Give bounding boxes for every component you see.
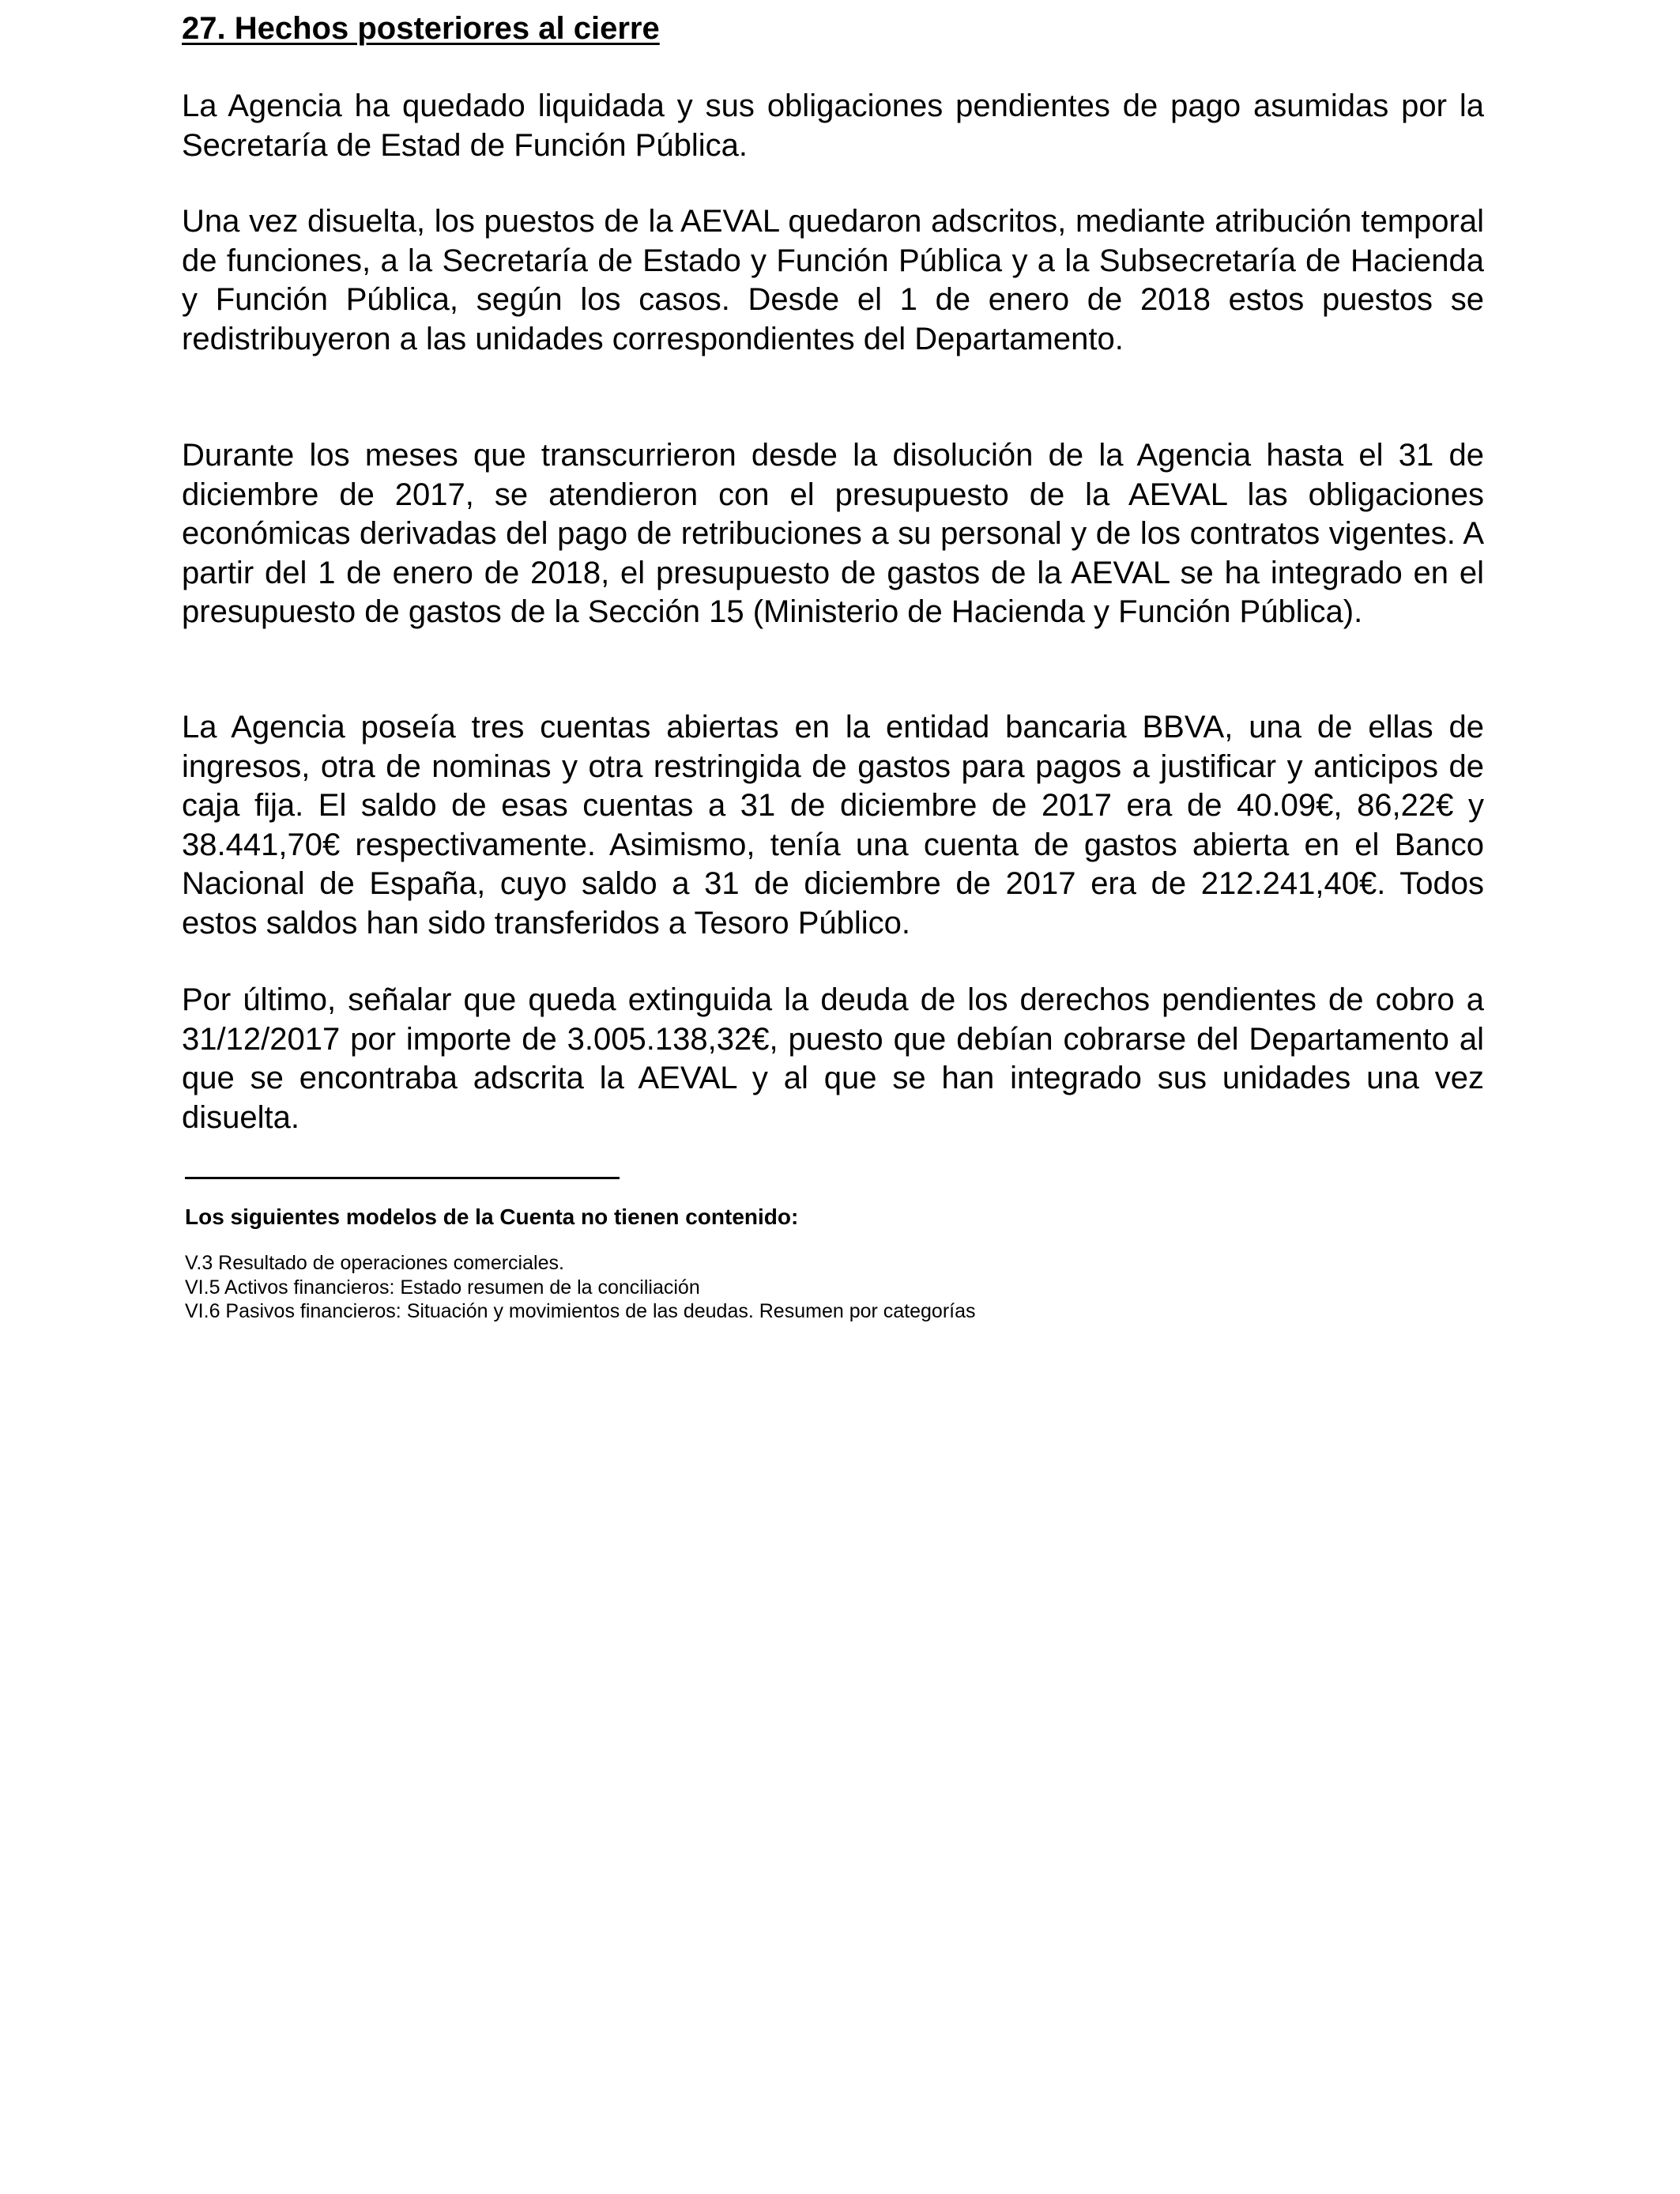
paragraph-liquidation: La Agencia ha quedado liquidada y sus obligaciones pendientes de pago asumidas por la Secretaría de Estad de Función Pública. <box>182 89 1484 163</box>
section-heading: 27. Hechos posteriores al cierre <box>182 11 660 46</box>
paragraph-staff-positions: Una vez disuelta, los puestos de la AEVAL quedaron adscritos, mediante atribución temporal de funciones, a la Secretaría de Estado y Función Pública y a la Subsecretaría de Hacienda y Función Pública, según los casos. Desde el 1 de enero de 2018 estos puestos se redistribuyeron a las unidades correspondientes del Departamento. <box>182 204 1484 356</box>
paragraph-bank-accounts: La Agencia poseía tres cuentas abiertas en la entidad bancaria BBVA, una de ellas de ingresos, otra de nominas y otra restringida de gastos para pagos a justificar y anticipos de caja fija. El saldo de esas cuentas a 31 de diciembre de 2017 era de 40.09€, 86,22€ y 38.441,70€ respectivamente. Asimismo, tenía una cuenta de gastos abierta en el Banco Nacional de España, cuyo saldo a 31 de diciembre de 2017 era de 212.241,40€. Todos estos saldos han sido transferidos a Tesoro Público. <box>182 710 1484 941</box>
footnote-item: V.3 Resultado de operaciones comerciales. <box>185 1252 564 1274</box>
footnote-separator <box>185 1177 620 1179</box>
paragraph-debt-extinction: Por último, señalar que queda extinguida la deuda de los derechos pendientes de cobro a 31/12/2017 por importe de 3.005.138,32€, puesto que debían cobrarse del Departamento al que se encontraba adscrita la AEVAL y al que se han integrado sus unidades una vez disuelta. <box>182 982 1484 1135</box>
paragraph-budget: Durante los meses que transcurrieron desde la disolución de la Agencia hasta el 31 de diciembre de 2017, se atendieron con el presupuesto de la AEVAL las obligaciones económicas derivadas del pago de retribuciones a su personal y de los contratos vigentes. A partir del 1 de enero de 2018, el presupuesto de gastos de la AEVAL se ha integrado en el presupuesto de gastos de la Sección 15 (Ministerio de Hacienda y Función Pública). <box>182 438 1484 629</box>
footnote-list <box>185 1251 976 1324</box>
footnote-title: Los siguientes modelos de la Cuenta no tienen contenido: <box>185 1204 799 1229</box>
footnote-item: VI.5 Activos financieros: Estado resumen de la conciliación <box>185 1276 700 1299</box>
footnote-item: VI.6 Pasivos financieros: Situación y movimientos de las deudas. Resumen por categorías <box>185 1300 976 1322</box>
